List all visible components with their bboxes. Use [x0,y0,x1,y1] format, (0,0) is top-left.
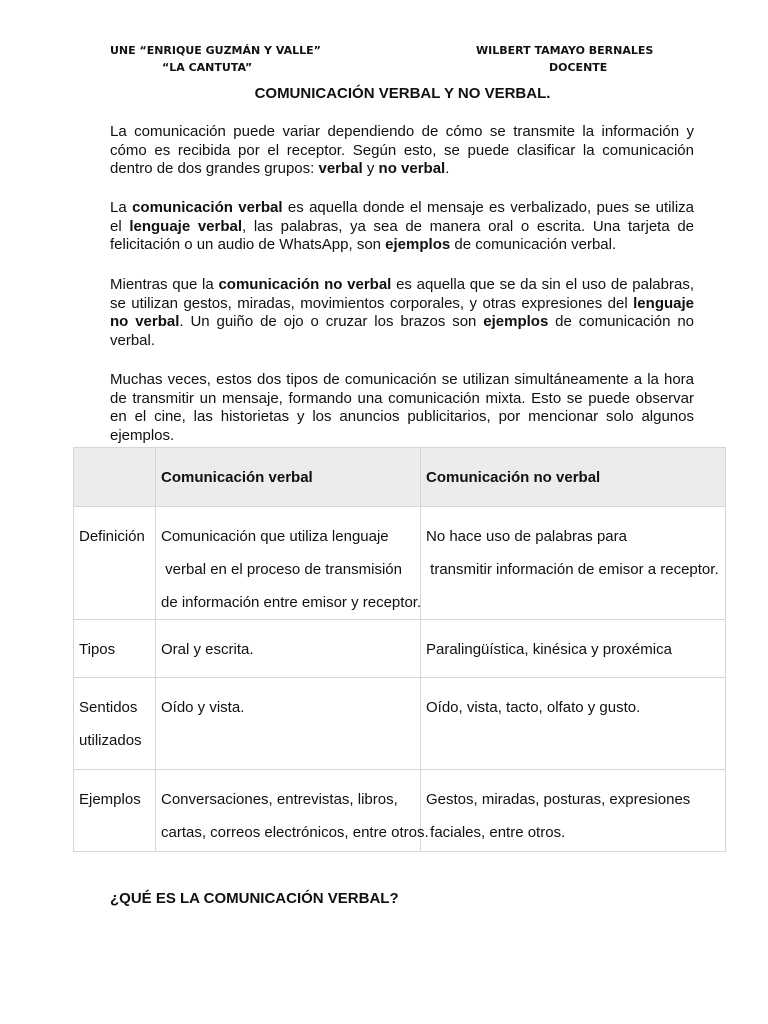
table-header-empty [74,448,156,507]
page-title: COMUNICACIÓN VERBAL Y NO VERBAL. [254,85,551,102]
table-header-verbal: Comunicación verbal [156,448,421,507]
paragraph-intro: La comunicación puede variar dependiendo de cómo se transmite la información y cómo es recibida por el receptor. Según esto, se puede clasificar la comunicación dentro de dos grandes grupos: verbal y no verbal. [110,123,694,177]
row-label: Tipos [74,620,156,678]
cell-verbal: Oído y vista. [156,678,421,770]
paragraph-verbal: La comunicación verbal es aquella donde el mensaje es verbalizado, pues se utiliza el lenguaje verbal, las palabras, ya sea de manera oral o escrita. Una tarjeta de felicitación o un audio de WhatsApp, son ejemplos de comunicación verbal. [110,199,695,253]
section-heading: ¿QUÉ ES LA COMUNICACIÓN VERBAL? [110,890,399,907]
table-row [74,507,726,620]
header-institution: UNE “ENRIQUE GUZMÁN Y VALLE” [110,44,321,57]
row-label: Ejemplos [74,770,156,852]
comparison-table [73,447,726,852]
header-institution-subtitle: “LA CANTUTA” [162,61,253,74]
cell-verbal: Comunicación que utiliza lenguaje verbal en el proceso de transmisión de información entre emisor y receptor. [156,507,421,620]
table-row [74,620,726,678]
table-row [74,678,726,770]
paragraph-no-verbal: Mientras que la comunicación no verbal es aquella que se da sin el uso de palabras, se utilizan gestos, miradas, movimientos corporales, y otras expresiones del lenguaje no verbal. Un guiño de ojo o cruzar los brazos son ejemplos de comunicación no verbal. [110,276,695,349]
cell-no-verbal: Gestos, miradas, posturas, expresiones faciales, entre otros. [421,770,726,852]
header-author: WILBERT TAMAYO BERNALES [476,44,654,57]
table-header-no-verbal: Comunicación no verbal [421,448,726,507]
table-row [74,770,726,852]
paragraph-mixed: Muchas veces, estos dos tipos de comunicación se utilizan simultáneamente a la hora de transmitir un mensaje, formando una comunicación mixta. Esto se puede observar en el cine, las historietas y los anuncios publicitarios, por mencionar solo algunos ejemplos. [110,371,694,444]
cell-no-verbal: No hace uso de palabras para transmitir información de emisor a receptor. [421,507,726,620]
cell-no-verbal: Paralingüística, kinésica y proxémica [421,620,726,678]
header-author-role: DOCENTE [549,61,608,74]
cell-verbal: Oral y escrita. [156,620,421,678]
table-header-row [74,448,726,507]
row-label: Definición [74,507,156,620]
cell-verbal: Conversaciones, entrevistas, libros, cartas, correos electrónicos, entre otros. [156,770,421,852]
row-label: Sentidos utilizados [74,678,156,770]
cell-no-verbal: Oído, vista, tacto, olfato y gusto. [421,678,726,770]
